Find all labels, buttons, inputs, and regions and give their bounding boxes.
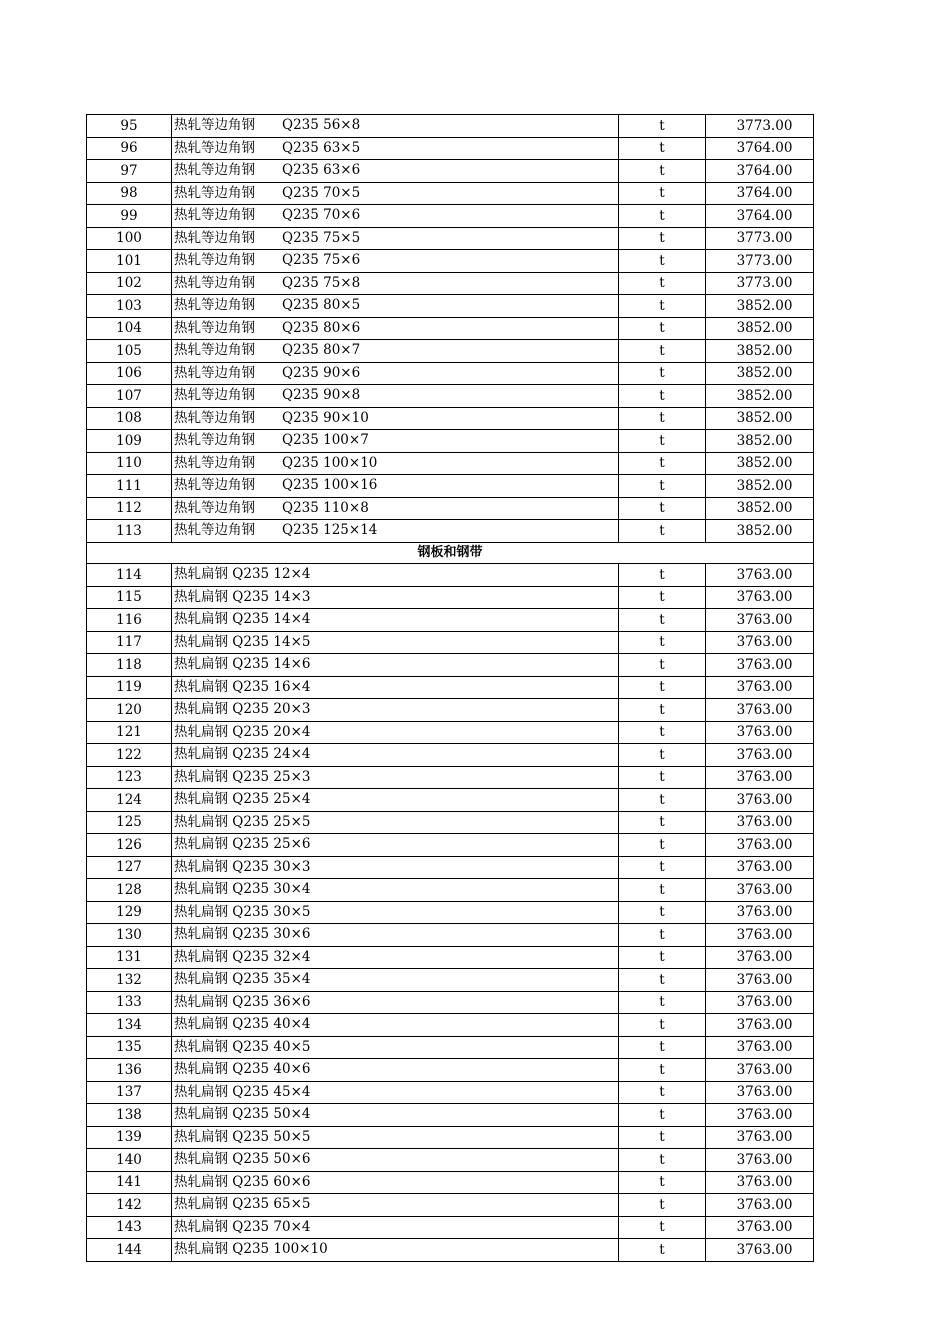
row-number: 100 [87,227,172,250]
price-cell: 3773.00 [706,227,814,250]
unit-cell: t [619,452,706,475]
table-row [87,205,814,228]
table-row [87,160,814,183]
table-row [87,811,814,834]
item-name: 热轧等边角钢 Q235 63×6 [172,160,619,183]
item-name: 热轧等边角钢 Q235 110×8 [172,497,619,520]
unit-cell: t [619,182,706,205]
item-name: 热轧扁钢 Q235 60×6 [172,1171,619,1194]
row-number: 137 [87,1081,172,1104]
table-row [87,362,814,385]
item-name: 热轧等边角钢 Q235 63×5 [172,137,619,160]
table-row [87,699,814,722]
price-cell: 3763.00 [706,654,814,677]
item-name: 热轧等边角钢 Q235 80×6 [172,317,619,340]
item-name: 热轧等边角钢 Q235 75×8 [172,272,619,295]
table-row [87,1216,814,1239]
price-cell: 3773.00 [706,115,814,138]
item-name: 热轧扁钢 Q235 40×5 [172,1036,619,1059]
table-row [87,1171,814,1194]
row-number: 101 [87,250,172,273]
item-name: 热轧扁钢 Q235 40×6 [172,1059,619,1082]
item-name: 热轧等边角钢 Q235 100×10 [172,452,619,475]
item-name: 热轧扁钢 Q235 40×4 [172,1014,619,1037]
section-group [87,542,814,564]
item-name: 热轧扁钢 Q235 32×4 [172,946,619,969]
table-row [87,452,814,475]
table-row [87,1036,814,1059]
item-name: 热轧等边角钢 Q235 100×16 [172,475,619,498]
table-row [87,631,814,654]
item-name: 热轧等边角钢 Q235 75×6 [172,250,619,273]
unit-cell: t [619,969,706,992]
item-name: 热轧扁钢 Q235 30×6 [172,924,619,947]
row-number: 129 [87,901,172,924]
table-row [87,272,814,295]
row-number: 117 [87,631,172,654]
price-cell: 3763.00 [706,744,814,767]
table-row [87,407,814,430]
table-row [87,182,814,205]
row-number: 134 [87,1014,172,1037]
price-cell: 3763.00 [706,1239,814,1262]
price-cell: 3763.00 [706,1171,814,1194]
item-name: 热轧扁钢 Q235 100×10 [172,1239,619,1262]
unit-cell: t [619,834,706,857]
table-row [87,227,814,250]
price-cell: 3763.00 [706,969,814,992]
item-name: 热轧扁钢 Q235 30×5 [172,901,619,924]
item-name: 热轧等边角钢 Q235 80×5 [172,295,619,318]
row-number: 116 [87,609,172,632]
unit-cell: t [619,475,706,498]
item-name: 热轧扁钢 Q235 35×4 [172,969,619,992]
section-title: 钢板和钢带 [87,542,814,564]
row-number: 127 [87,856,172,879]
table-row [87,497,814,520]
item-name: 热轧扁钢 Q235 20×3 [172,699,619,722]
item-name: 热轧扁钢 Q235 25×6 [172,834,619,857]
item-name: 热轧扁钢 Q235 65×5 [172,1194,619,1217]
price-cell: 3763.00 [706,609,814,632]
row-number: 125 [87,811,172,834]
unit-cell: t [619,991,706,1014]
item-name: 热轧等边角钢 Q235 75×5 [172,227,619,250]
unit-cell: t [619,1149,706,1172]
unit-cell: t [619,385,706,408]
item-name: 热轧扁钢 Q235 50×6 [172,1149,619,1172]
unit-cell: t [619,676,706,699]
row-number: 128 [87,879,172,902]
row-number: 104 [87,317,172,340]
row-number: 131 [87,946,172,969]
row-number: 142 [87,1194,172,1217]
price-cell: 3764.00 [706,205,814,228]
table-row [87,250,814,273]
price-cell: 3852.00 [706,497,814,520]
table-row [87,879,814,902]
row-number: 123 [87,766,172,789]
item-name: 热轧扁钢 Q235 16×4 [172,676,619,699]
table-row [87,946,814,969]
angle-steel-rows [87,115,814,543]
table-row [87,1239,814,1262]
price-cell: 3763.00 [706,1036,814,1059]
item-name: 热轧等边角钢 Q235 56×8 [172,115,619,138]
row-number: 124 [87,789,172,812]
row-number: 98 [87,182,172,205]
unit-cell: t [619,272,706,295]
price-cell: 3763.00 [706,631,814,654]
table-row [87,586,814,609]
unit-cell: t [619,317,706,340]
table-row [87,564,814,587]
item-name: 热轧等边角钢 Q235 80×7 [172,340,619,363]
row-number: 105 [87,340,172,363]
price-cell: 3763.00 [706,1194,814,1217]
item-name: 热轧扁钢 Q235 14×3 [172,586,619,609]
table-row [87,766,814,789]
table-row [87,676,814,699]
item-name: 热轧等边角钢 Q235 70×5 [172,182,619,205]
row-number: 112 [87,497,172,520]
unit-cell: t [619,1216,706,1239]
flat-steel-rows [87,564,814,1262]
row-number: 132 [87,969,172,992]
item-name: 热轧等边角钢 Q235 70×6 [172,205,619,228]
price-cell: 3763.00 [706,924,814,947]
price-cell: 3763.00 [706,586,814,609]
table-row [87,991,814,1014]
price-cell: 3763.00 [706,1216,814,1239]
row-number: 95 [87,115,172,138]
unit-cell: t [619,856,706,879]
table-row [87,340,814,363]
unit-cell: t [619,901,706,924]
unit-cell: t [619,1126,706,1149]
price-cell: 3763.00 [706,564,814,587]
item-name: 热轧等边角钢 Q235 90×8 [172,385,619,408]
price-cell: 3763.00 [706,879,814,902]
unit-cell: t [619,924,706,947]
table-row [87,385,814,408]
item-name: 热轧扁钢 Q235 50×4 [172,1104,619,1127]
item-name: 热轧等边角钢 Q235 100×7 [172,430,619,453]
unit-cell: t [619,1194,706,1217]
price-cell: 3764.00 [706,137,814,160]
row-number: 133 [87,991,172,1014]
unit-cell: t [619,497,706,520]
item-name: 热轧扁钢 Q235 25×3 [172,766,619,789]
table-row [87,969,814,992]
price-cell: 3763.00 [706,811,814,834]
table-row [87,1081,814,1104]
price-cell: 3763.00 [706,991,814,1014]
price-cell: 3763.00 [706,699,814,722]
row-number: 109 [87,430,172,453]
price-cell: 3763.00 [706,1126,814,1149]
unit-cell: t [619,1014,706,1037]
price-cell: 3763.00 [706,856,814,879]
row-number: 140 [87,1149,172,1172]
item-name: 热轧扁钢 Q235 70×4 [172,1216,619,1239]
price-cell: 3763.00 [706,766,814,789]
table-row [87,856,814,879]
item-name: 热轧扁钢 Q235 25×4 [172,789,619,812]
row-number: 102 [87,272,172,295]
row-number: 115 [87,586,172,609]
section-header-row [87,542,814,564]
item-name: 热轧等边角钢 Q235 90×6 [172,362,619,385]
price-cell: 3852.00 [706,430,814,453]
row-number: 139 [87,1126,172,1149]
unit-cell: t [619,430,706,453]
unit-cell: t [619,1239,706,1262]
price-cell: 3852.00 [706,407,814,430]
table-row [87,1059,814,1082]
price-table [86,114,814,1262]
table-row [87,520,814,543]
row-number: 114 [87,564,172,587]
row-number: 135 [87,1036,172,1059]
unit-cell: t [619,1104,706,1127]
row-number: 96 [87,137,172,160]
unit-cell: t [619,1059,706,1082]
row-number: 108 [87,407,172,430]
item-name: 热轧扁钢 Q235 30×4 [172,879,619,902]
price-cell: 3852.00 [706,362,814,385]
price-cell: 3773.00 [706,272,814,295]
row-number: 106 [87,362,172,385]
table-row [87,475,814,498]
row-number: 97 [87,160,172,183]
unit-cell: t [619,789,706,812]
table-row [87,744,814,767]
row-number: 136 [87,1059,172,1082]
price-cell: 3763.00 [706,1014,814,1037]
unit-cell: t [619,250,706,273]
item-name: 热轧扁钢 Q235 50×5 [172,1126,619,1149]
row-number: 119 [87,676,172,699]
unit-cell: t [619,609,706,632]
unit-cell: t [619,1036,706,1059]
row-number: 121 [87,721,172,744]
price-cell: 3763.00 [706,789,814,812]
item-name: 热轧扁钢 Q235 25×5 [172,811,619,834]
unit-cell: t [619,115,706,138]
table-row [87,295,814,318]
row-number: 141 [87,1171,172,1194]
price-cell: 3773.00 [706,250,814,273]
row-number: 143 [87,1216,172,1239]
unit-cell: t [619,295,706,318]
unit-cell: t [619,137,706,160]
price-cell: 3764.00 [706,182,814,205]
table-row [87,789,814,812]
table-row [87,609,814,632]
unit-cell: t [619,205,706,228]
unit-cell: t [619,766,706,789]
row-number: 138 [87,1104,172,1127]
row-number: 107 [87,385,172,408]
unit-cell: t [619,362,706,385]
unit-cell: t [619,1081,706,1104]
price-cell: 3764.00 [706,160,814,183]
unit-cell: t [619,721,706,744]
unit-cell: t [619,946,706,969]
table-row [87,1014,814,1037]
price-cell: 3763.00 [706,834,814,857]
price-cell: 3763.00 [706,676,814,699]
price-cell: 3852.00 [706,520,814,543]
price-cell: 3763.00 [706,946,814,969]
row-number: 111 [87,475,172,498]
unit-cell: t [619,879,706,902]
table-row [87,1149,814,1172]
unit-cell: t [619,564,706,587]
unit-cell: t [619,811,706,834]
row-number: 118 [87,654,172,677]
unit-cell: t [619,654,706,677]
item-name: 热轧扁钢 Q235 36×6 [172,991,619,1014]
item-name: 热轧扁钢 Q235 14×4 [172,609,619,632]
table-row [87,721,814,744]
item-name: 热轧扁钢 Q235 12×4 [172,564,619,587]
item-name: 热轧扁钢 Q235 20×4 [172,721,619,744]
unit-cell: t [619,160,706,183]
item-name: 热轧扁钢 Q235 24×4 [172,744,619,767]
price-cell: 3763.00 [706,1081,814,1104]
price-cell: 3763.00 [706,901,814,924]
table-row [87,1194,814,1217]
table-row [87,137,814,160]
table-row [87,430,814,453]
price-cell: 3852.00 [706,317,814,340]
item-name: 热轧扁钢 Q235 45×4 [172,1081,619,1104]
row-number: 103 [87,295,172,318]
item-name: 热轧等边角钢 Q235 90×10 [172,407,619,430]
item-name: 热轧等边角钢 Q235 125×14 [172,520,619,543]
item-name: 热轧扁钢 Q235 14×5 [172,631,619,654]
row-number: 99 [87,205,172,228]
row-number: 126 [87,834,172,857]
unit-cell: t [619,1171,706,1194]
table-row [87,901,814,924]
price-cell: 3763.00 [706,1104,814,1127]
price-cell: 3763.00 [706,1059,814,1082]
unit-cell: t [619,586,706,609]
row-number: 144 [87,1239,172,1262]
table-row [87,1126,814,1149]
price-cell: 3852.00 [706,295,814,318]
price-cell: 3763.00 [706,721,814,744]
price-cell: 3852.00 [706,340,814,363]
price-cell: 3852.00 [706,475,814,498]
row-number: 120 [87,699,172,722]
unit-cell: t [619,744,706,767]
table-row [87,115,814,138]
table-row [87,834,814,857]
unit-cell: t [619,407,706,430]
unit-cell: t [619,699,706,722]
row-number: 130 [87,924,172,947]
row-number: 110 [87,452,172,475]
price-cell: 3852.00 [706,452,814,475]
table-row [87,654,814,677]
price-cell: 3763.00 [706,1149,814,1172]
table-row [87,1104,814,1127]
price-cell: 3852.00 [706,385,814,408]
row-number: 122 [87,744,172,767]
row-number: 113 [87,520,172,543]
table-row [87,924,814,947]
unit-cell: t [619,631,706,654]
item-name: 热轧扁钢 Q235 30×3 [172,856,619,879]
item-name: 热轧扁钢 Q235 14×6 [172,654,619,677]
unit-cell: t [619,227,706,250]
unit-cell: t [619,340,706,363]
table-row [87,317,814,340]
unit-cell: t [619,520,706,543]
